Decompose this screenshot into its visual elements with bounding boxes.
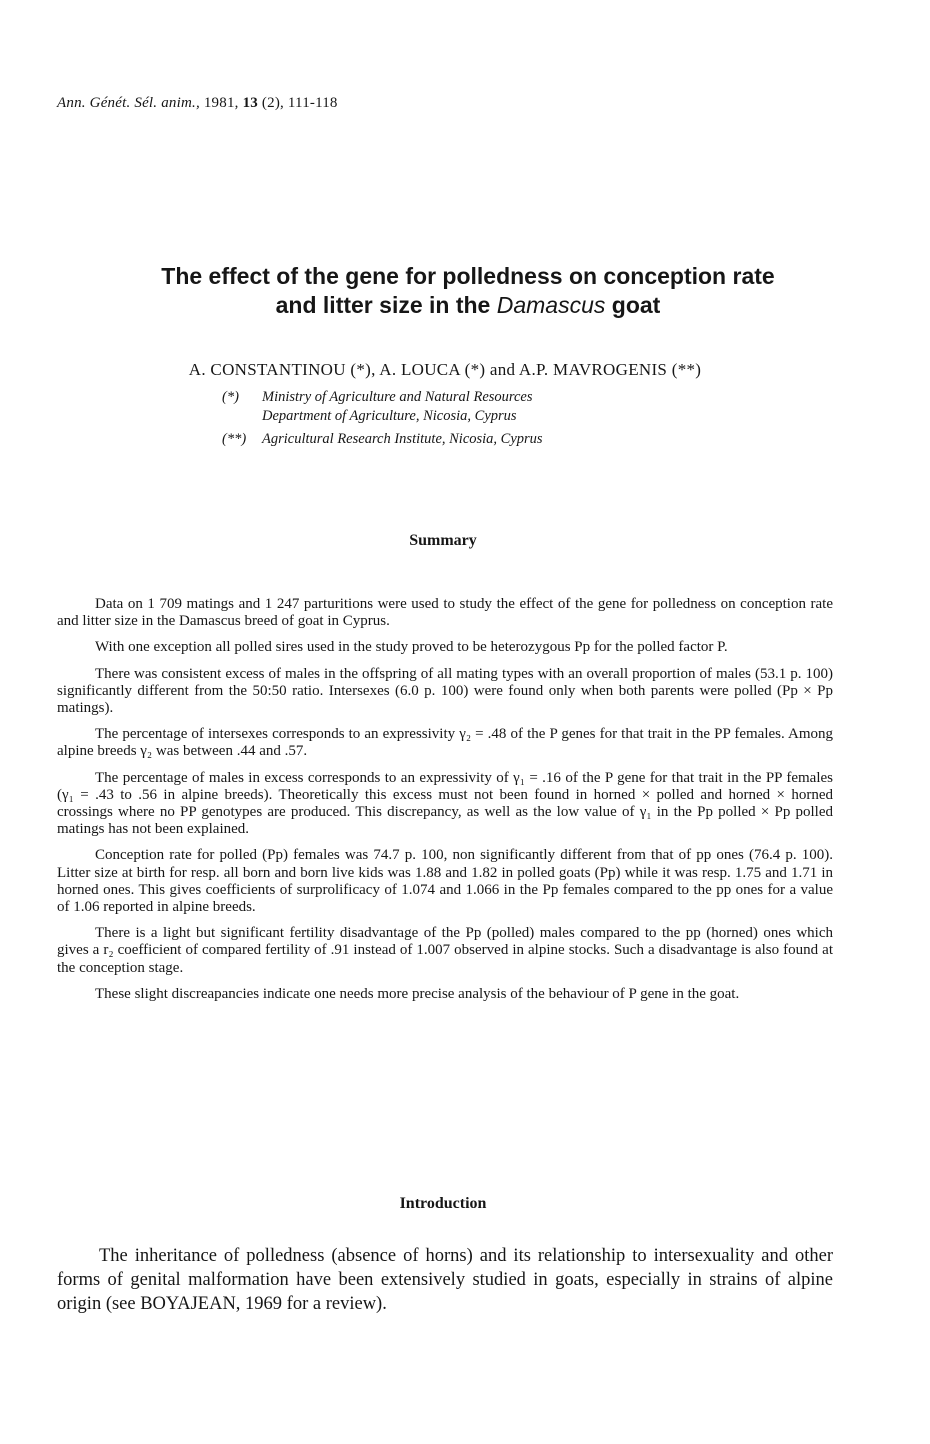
summary-paragraph: Data on 1 709 matings and 1 247 parturitions were used to study the effect of the gene for polledness on conception rate and litter size in the Damascus breed of goat in Cyprus.: [57, 596, 833, 630]
affiliation-2: [222, 430, 742, 449]
journal-volume: 13: [242, 95, 258, 111]
summary-paragraph: With one exception all polled sires used in the study proved to be heterozygous Pp for the polled factor P.: [95, 639, 728, 656]
summary-heading: Summary: [409, 532, 477, 549]
affiliation-line: Agricultural Research Institute, Nicosia, Cyprus: [262, 431, 543, 447]
affiliation-mark: (**): [222, 431, 247, 447]
title-line-1: The effect of the gene for polledness on conception rate: [161, 263, 775, 289]
summary-paragraph: There was consistent excess of males in the offspring of all mating types with an overall proportion of males (53.1 p. 100) significantly different from the 50:50 ratio. Intersexes (6.0 p. 100) were found only when both parents were polled (Pp × Pp matings).: [57, 665, 833, 717]
affiliation-line: Ministry of Agriculture and Natural Resources: [262, 389, 533, 405]
title-line-2-end: goat: [611, 292, 661, 318]
summary-paragraph: There is a light but significant fertility disadvantage of the Pp (polled) males compared to the pp (horned) ones which gives a r₂ coefficient of compared fertility of .91 instead of 1.007 observed in alpine stocks. Such a disadvantage is also found at the conception stage.: [57, 925, 833, 976]
summary-paragraph: The percentage of intersexes corresponds to an expressivity γ₂ = .48 of the P genes for that trait in the PP females. Among alpine breeds γ₂ was between .44 and .57.: [57, 726, 833, 760]
paper-title: [60, 262, 876, 320]
affiliation-mark: (*): [222, 389, 239, 405]
summary-paragraph: These slight discreapancies indicate one needs more precise analysis of the behaviour of P gene in the goat.: [95, 985, 740, 1002]
journal-abbrev: Ann. Génét. Sél. anim.,: [57, 95, 200, 111]
introduction-heading: Introduction: [399, 1195, 487, 1212]
journal-citation: [57, 95, 338, 112]
summary-paragraph: The percentage of males in excess corresponds to an expressivity of γ₁ = .16 of the P gene for that trait in the PP females (γ₁ = .43 to .56 in alpine breeds). Theoretically this excess must not been found in horned × polled and horned × horned crossings where no PP genotypes are produced. This discrepancy, as well as the low value of γ₁ in the Pp polled × Pp polled matings has not been explained.: [57, 769, 833, 838]
summary-paragraph: Conception rate for polled (Pp) females was 74.7 p. 100, non significantly different from that of pp ones (76.4 p. 100). Litter size at birth for resp. all born and born live kids was 1.88 and 1.82 in polled goats (Pp) while it was resp. 1.75 and 1.71 in horned ones. This gives coefficients of surprolificacy of 1.074 and 1.066 in the Pp females compared to the pp ones for a value of 1.06 reported in alpine breeds.: [57, 847, 833, 916]
title-line-2-italic: Damascus: [496, 292, 606, 318]
journal-year: 1981,: [203, 95, 239, 111]
introduction-paragraph: The inheritance of polledness (absence of horns) and its relationship to intersexuality and other forms of genital malformation have been extensively studied in goats, especially in strains of alpine origin (see BOYAJEAN, 1969 for a review).: [57, 1246, 833, 1314]
summary-body: [57, 596, 833, 1012]
affiliation-1: [222, 388, 742, 426]
affiliation-line: Department of Agriculture, Nicosia, Cyprus: [262, 408, 517, 424]
author-list: A. CONSTANTINOU (*), A. LOUCA (*) and A.P. MAVROGENIS (**): [188, 360, 702, 379]
journal-issue-pages: (2), 111-118: [261, 95, 338, 111]
title-line-2-start: and litter size in the: [275, 292, 491, 318]
